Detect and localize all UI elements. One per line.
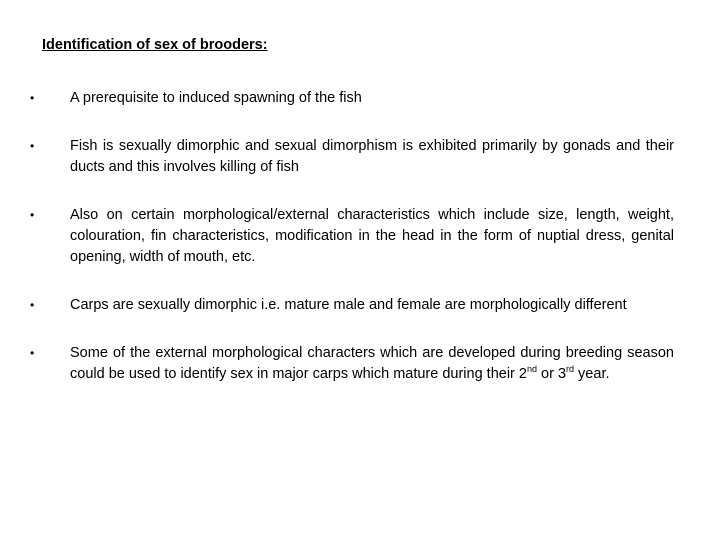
bullet-text: Carps are sexually dimorphic i.e. mature male and female are morphologically different bbox=[70, 297, 627, 313]
bullet-text: Also on certain morphological/external characteristics which include size, length, weight, colouration, fin characteristics, modification in the head in the form of nuptial dress, genital opening, width of mouth, etc. bbox=[70, 207, 674, 265]
bullet-icon: • bbox=[30, 208, 35, 222]
bullet-icon: • bbox=[30, 91, 35, 105]
bullet-icon: • bbox=[30, 298, 35, 312]
bullet-icon: • bbox=[30, 346, 35, 360]
bullet-text-part: or 3 bbox=[537, 366, 567, 382]
slide-title: Identification of sex of brooders: bbox=[42, 37, 268, 53]
bullet-item bbox=[30, 343, 674, 385]
bullet-item bbox=[30, 88, 674, 109]
superscript-ordinal: nd bbox=[526, 364, 537, 375]
bullet-list bbox=[30, 88, 674, 412]
superscript-ordinal: rd bbox=[566, 364, 575, 375]
bullet-item bbox=[30, 205, 674, 268]
bullet-text: Fish is sexually dimorphic and sexual dimorphism is exhibited primarily by gonads and their ducts and this involves killing of fish bbox=[70, 138, 674, 175]
bullet-text bbox=[70, 345, 674, 382]
bullet-icon: • bbox=[30, 139, 35, 153]
bullet-item bbox=[30, 295, 674, 316]
bullet-text-part: Some of the external morphological characters which are developed during breeding season could be used to identify sex in major carps which mature during their 2 bbox=[70, 345, 674, 382]
bullet-item bbox=[30, 136, 674, 178]
bullet-text: A prerequisite to induced spawning of the fish bbox=[70, 90, 362, 106]
bullet-text-part: year. bbox=[574, 366, 610, 382]
